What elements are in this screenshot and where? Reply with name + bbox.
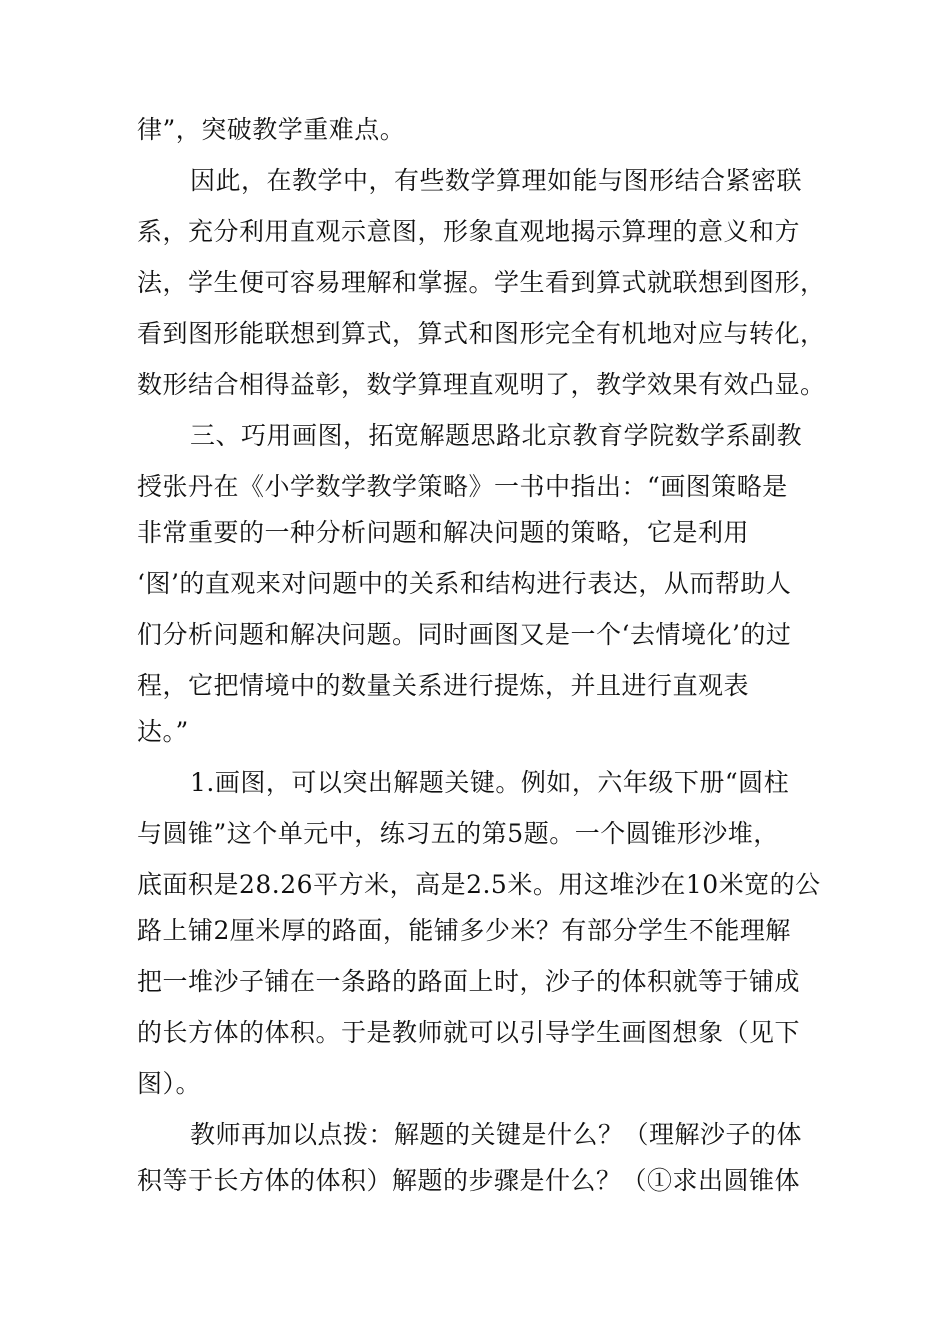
text-line: 底面积是28.26平方米，高是2.5米。用这堆沙在10米宽的公 <box>137 870 821 899</box>
text-line: 路上铺2厘米厚的路面，能铺多少米？有部分学生不能理解 <box>137 916 791 945</box>
text-line: 数形结合相得益彰，数学算理直观明了，教学效果有效凸显。 <box>137 370 826 399</box>
text-line: 们分析问题和解决问题。同时画图又是一个‘去情境化’的过 <box>137 620 792 649</box>
text-line: 律”，突破教学重难点。 <box>137 115 406 144</box>
text-line: ‘图’的直观来对问题中的关系和结构进行表达，从而帮助人 <box>137 569 792 598</box>
text-line: 与圆锥”这个单元中，练习五的第5题。一个圆锥形沙堆， <box>137 819 779 848</box>
text-line: 达。” <box>137 717 189 746</box>
text-line: 把一堆沙子铺在一条路的路面上时，沙子的体积就等于铺成 <box>137 967 801 996</box>
text-line: 因此，在教学中，有些数学算理如能与图形结合紧密联 <box>190 166 803 195</box>
text-line: 图）。 <box>137 1069 202 1098</box>
text-line: 非常重要的一种分析问题和解决问题的策略，它是利用 <box>137 518 750 547</box>
text-line: 1.画图，可以突出解题关键。例如，六年级下册“圆柱 <box>190 768 790 797</box>
text-line: 法，学生便可容易理解和掌握。学生看到算式就联想到图形， <box>137 268 826 297</box>
text-line: 的长方体的体积。于是教师就可以引导学生画图想象（见下 <box>137 1018 801 1047</box>
text-line: 积等于长方体的体积）解题的步骤是什么？（①求出圆锥体 <box>137 1166 801 1195</box>
text-line: 看到图形能联想到算式，算式和图形完全有机地对应与转化， <box>137 319 826 348</box>
text-line: 三、巧用画图，拓宽解题思路北京教育学院数学系副教 <box>190 421 803 450</box>
text-line: 教师再加以点拨：解题的关键是什么？（理解沙子的体 <box>190 1120 803 1149</box>
text-line: 授张丹在《小学数学教学策略》一书中指出：“画图策略是 <box>137 472 788 501</box>
text-line: 系，充分利用直观示意图，形象直观地揭示算理的意义和方 <box>137 217 801 246</box>
text-line: 程，它把情境中的数量关系进行提炼，并且进行直观表 <box>137 671 750 700</box>
